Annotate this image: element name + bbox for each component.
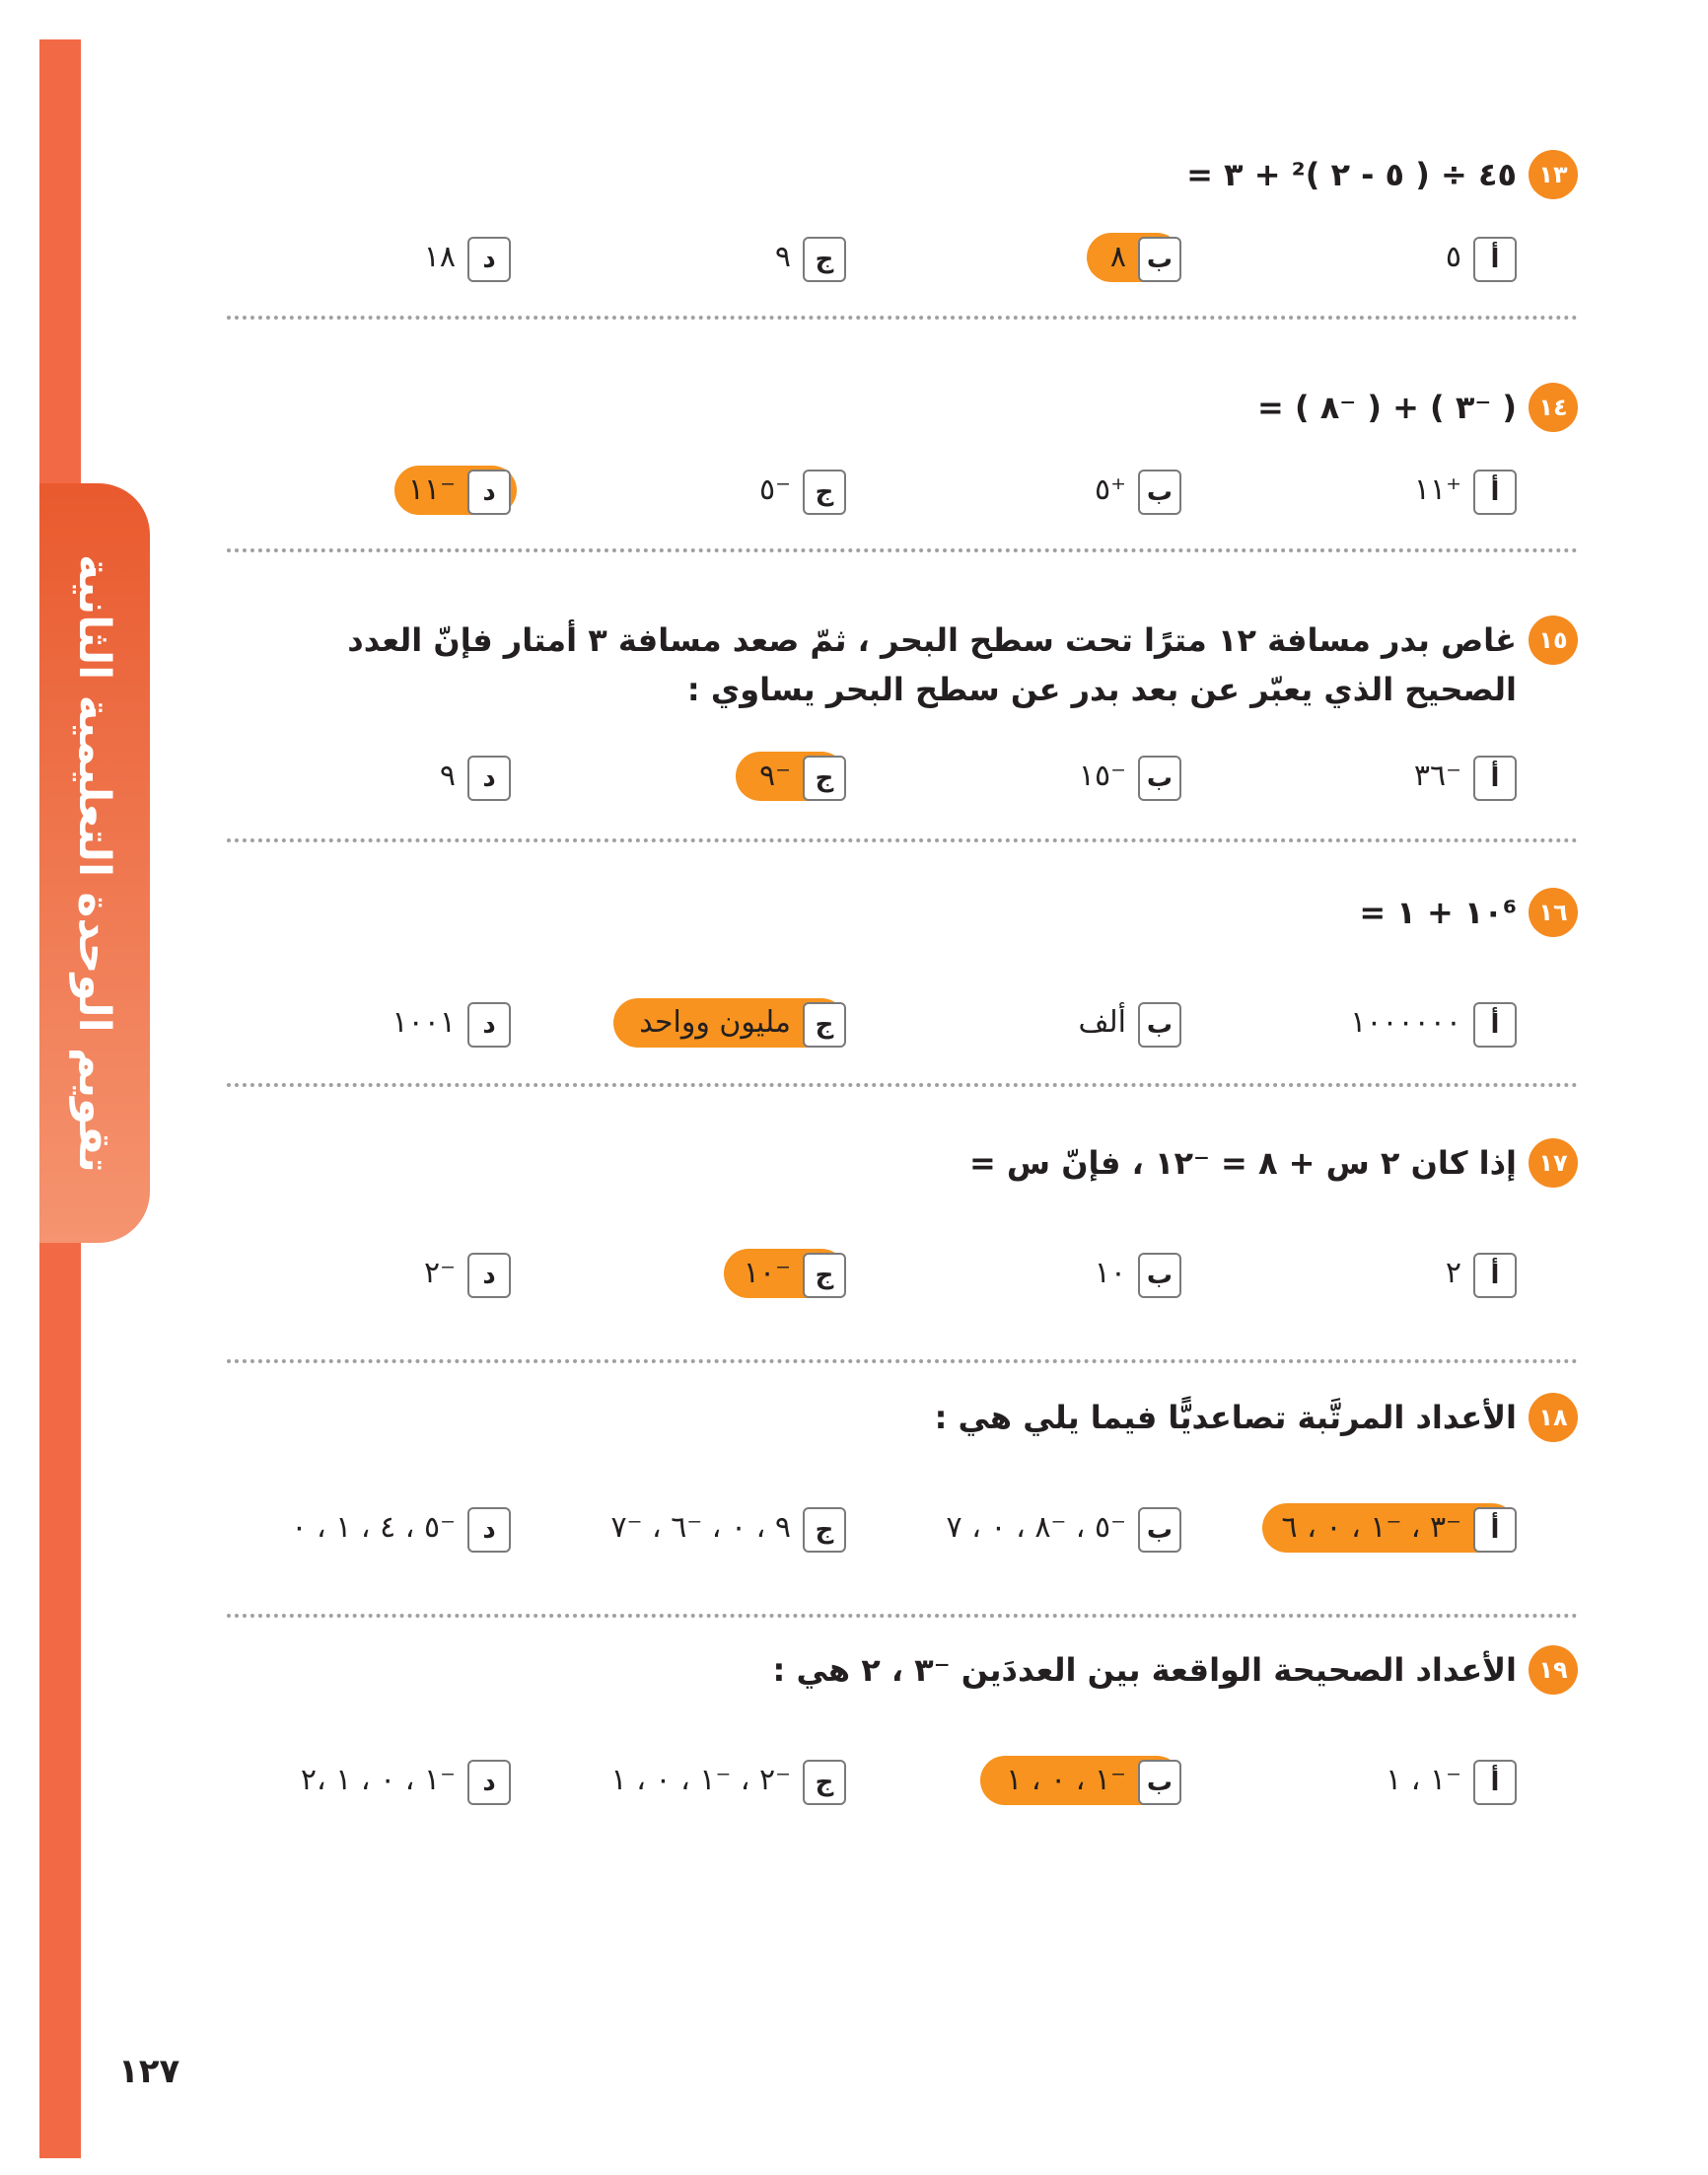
question-19 [227,1633,1578,1870]
dotted-divider [227,1083,1578,1087]
option-b[interactable] [868,233,1243,288]
option-value: ⁻١ ، ٠ ، ١ ،٢ [300,1763,456,1797]
option-value: ⁻٥ ، ⁻٨ ، ٠ ، ٧ [946,1510,1126,1545]
option-value: ١٠٠١ [391,1005,456,1040]
option-letter: ب [1138,1760,1181,1805]
option-value: ⁻٢ ، ⁻١ ، ٠ ، ١ [610,1763,791,1797]
dotted-divider [227,1359,1578,1363]
question-header [935,1393,1578,1442]
dotted-divider [227,1614,1578,1618]
option-letter: د [467,1760,511,1805]
option-value: ٨ [1109,240,1126,274]
question-text: إذا كان ٢ س + ٨ = ⁻١٢ ، فإنّ س = [968,1144,1517,1182]
option-a[interactable] [1203,1756,1578,1811]
option-letter: أ [1473,470,1517,515]
option-letter: ب [1138,1507,1181,1553]
option-value: ٥ [1445,240,1461,274]
answer-options [227,1249,1578,1308]
option-letter: ب [1138,1253,1181,1298]
option-value: ⁻١٠ [743,1256,791,1290]
option-letter: د [467,237,511,282]
option-d[interactable] [197,1249,572,1304]
option-a[interactable] [1203,466,1578,521]
option-value: ⁻٥ [759,472,791,507]
option-value: ١٠٠٠٠٠٠ [1350,1005,1461,1040]
question-number: ١٤ [1529,383,1578,432]
question-text: الأعداد الصحيحة الواقعة بين العددَين ⁻٣ ، ٢ هي : [772,1651,1517,1689]
option-letter: أ [1473,756,1517,801]
option-letter: أ [1473,237,1517,282]
option-value: ⁻٩ [759,759,791,793]
question-header [1359,888,1578,937]
option-b[interactable] [868,752,1243,807]
answer-options [227,466,1578,525]
option-value: ⁻١١ [407,472,456,507]
option-letter: د [467,1002,511,1048]
dotted-divider [227,548,1578,552]
dotted-divider [227,316,1578,320]
option-c[interactable] [533,998,907,1053]
option-value: ⁻٢ [424,1256,456,1290]
option-value: ألف [1078,1005,1126,1040]
answer-options [227,1756,1578,1815]
option-letter: ج [803,756,846,801]
option-letter: د [467,470,511,515]
answer-options [227,752,1578,811]
option-letter: د [467,1507,511,1553]
option-c[interactable] [533,752,907,807]
option-value: ⁺٥ [1095,472,1126,507]
option-value: ⁻٣ ، ⁻١ ، ٠ ، ٦ [1281,1510,1461,1545]
option-a[interactable] [1203,233,1578,288]
option-a[interactable] [1203,998,1578,1053]
question-header [1257,383,1578,432]
dotted-divider [227,838,1578,842]
option-letter: أ [1473,1002,1517,1048]
option-value: ⁺١١ [1413,472,1461,507]
question-15 [227,604,1578,870]
question-number: ١٣ [1529,150,1578,199]
answer-options [227,233,1578,292]
option-c[interactable] [533,1249,907,1304]
option-letter: ب [1138,756,1181,801]
option-value: ٩ [774,240,791,274]
option-letter: د [467,1253,511,1298]
option-value: ⁻٥ ، ٤ ، ١ ، ٠ [291,1510,456,1545]
question-16 [227,876,1578,1113]
option-value: ⁻١٥ [1078,759,1126,793]
option-letter: ج [803,470,846,515]
option-d[interactable] [197,998,572,1053]
option-letter: د [467,756,511,801]
question-header [773,1645,1578,1695]
question-text: ١٠⁶ + ١ = [1359,894,1517,931]
question-text: الأعداد المرتَّبة تصاعديًّا فيما يلي هي : [934,1399,1517,1436]
question-text: ٤٥ ÷ ( ٥ - ٢ )² + ٣ = [1186,156,1517,193]
option-b[interactable] [868,466,1243,521]
option-b[interactable] [868,1503,1243,1559]
question-number: ١٥ [1529,616,1578,665]
option-letter: أ [1473,1253,1517,1298]
option-letter: أ [1473,1760,1517,1805]
question-18 [227,1381,1578,1618]
option-value: ⁻٣٦ [1413,759,1461,793]
question-14 [227,371,1578,608]
option-letter: ج [803,1002,846,1048]
option-c[interactable] [533,233,907,288]
option-letter: ج [803,1253,846,1298]
answer-options [227,998,1578,1057]
option-c[interactable] [533,466,907,521]
option-d[interactable] [197,752,572,807]
question-number: ١٩ [1529,1645,1578,1695]
option-letter: ج [803,237,846,282]
option-value: مليون وواحد [639,1005,791,1040]
question-header [1186,150,1578,199]
question-text: غاص بدر مسافة ١٢ مترًا تحت سطح البحر ، ثمّ صعد مسافة ٣ أمتار فإنّ العدد الصحيح الذي يعبّر عن بعد بدر عن سطح البحر يساوي : [347,621,1517,708]
option-b[interactable] [868,1756,1243,1811]
question-number: ١٨ [1529,1393,1578,1442]
option-letter: ج [803,1760,846,1805]
option-d[interactable] [197,233,572,288]
question-number: ١٧ [1529,1138,1578,1188]
question-text: ( ⁻٣ ) + ( ⁻٨ ) = [1257,389,1517,426]
option-value: ١٨ [423,240,456,274]
option-value: ٩ [439,759,456,793]
option-letter: ب [1138,470,1181,515]
option-value: ⁻١ ، ١ [1386,1763,1461,1797]
option-b[interactable] [868,1249,1243,1304]
option-value: ١٠ [1094,1256,1126,1290]
answer-options [227,1503,1578,1562]
option-d[interactable] [197,1756,572,1811]
question-header [245,616,1578,714]
option-b[interactable] [868,998,1243,1053]
option-value: ٢ [1445,1256,1461,1290]
option-letter: ب [1138,1002,1181,1048]
option-d[interactable] [197,466,572,521]
question-header [969,1138,1578,1188]
page-number: ١٢٧ [118,2052,180,2091]
option-a[interactable] [1203,1249,1578,1304]
option-c[interactable] [533,1756,907,1811]
option-a[interactable] [1203,752,1578,807]
option-letter: ب [1138,237,1181,282]
option-c[interactable] [533,1503,907,1559]
option-letter: ج [803,1507,846,1553]
option-a[interactable] [1203,1503,1578,1559]
option-value: ⁻١ ، ٠ ، ١ [1006,1763,1126,1797]
question-13 [227,138,1578,375]
option-letter: أ [1473,1507,1517,1553]
option-value: ٩ ، ٠ ، ⁻٦ ، ⁻٧ [610,1510,791,1545]
question-number: ١٦ [1529,888,1578,937]
unit-title: تقويم الوحدة التعليمية الثانية [69,553,119,1173]
option-d[interactable] [197,1503,572,1559]
question-17 [227,1126,1578,1363]
